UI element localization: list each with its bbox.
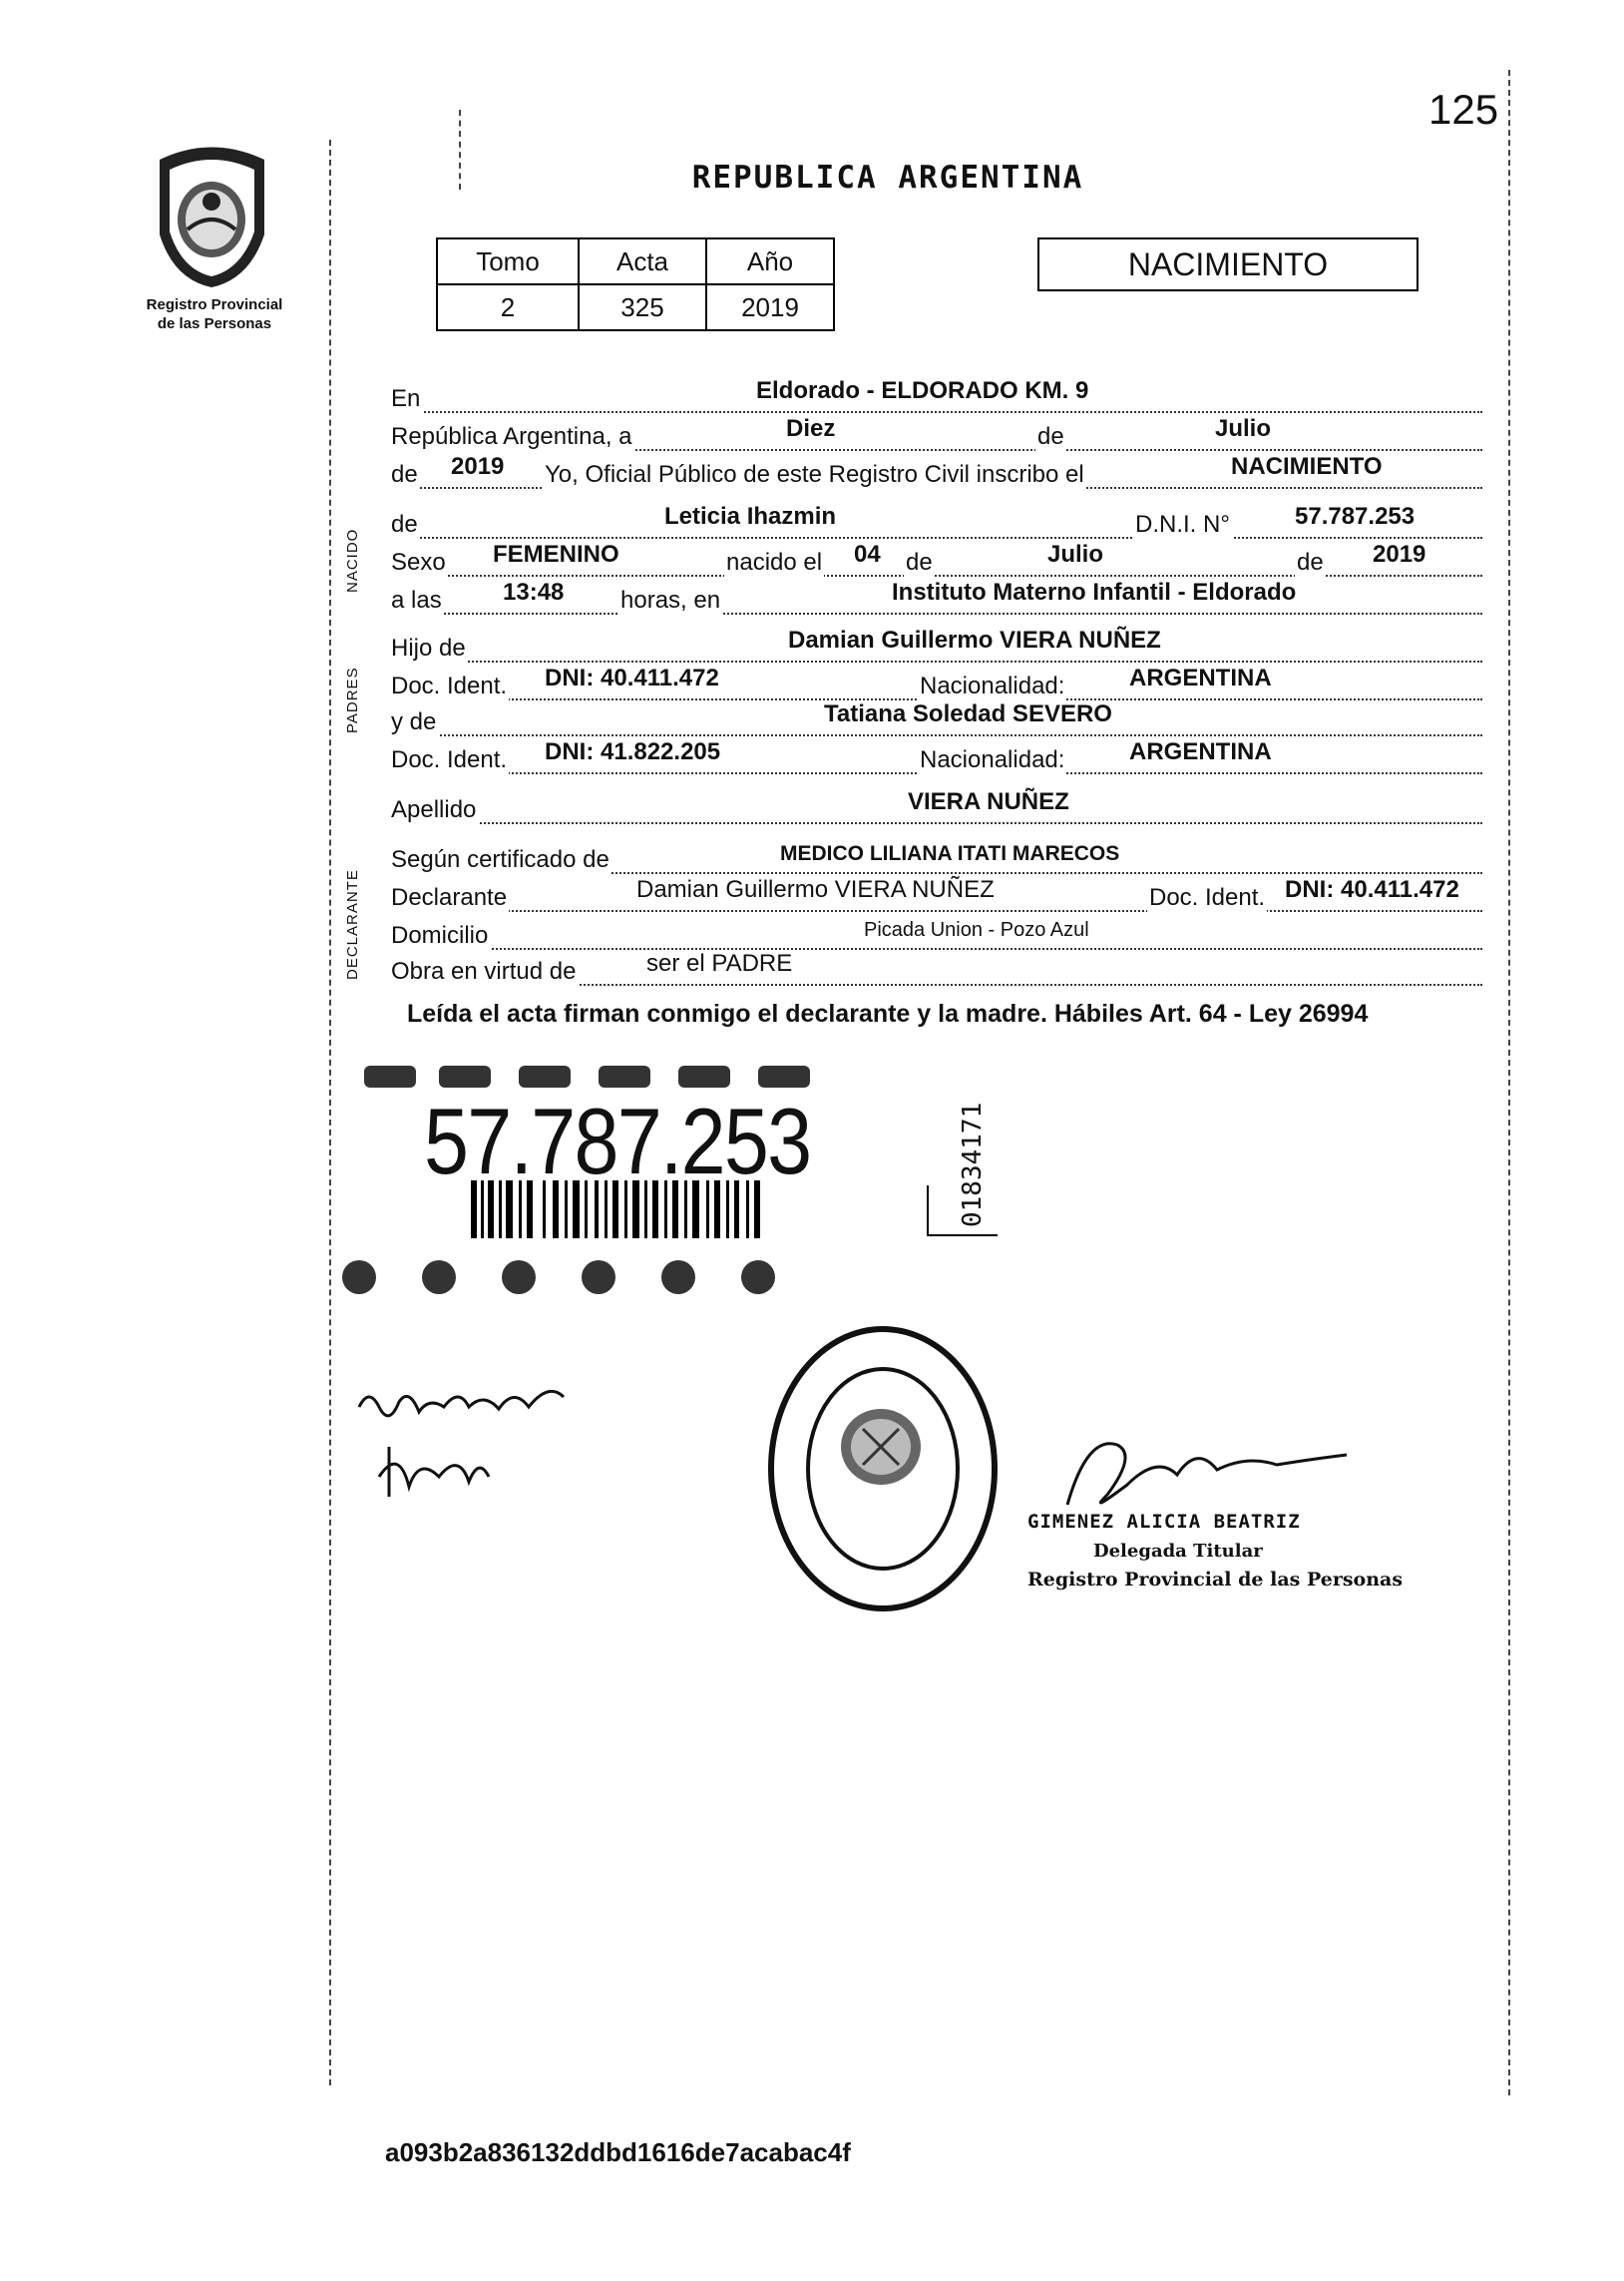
register-header-acta: Acta: [579, 238, 706, 284]
sticker-bottom-pattern: [342, 1260, 775, 1294]
register-value-anio: 2019: [706, 284, 834, 330]
row-declarante: [389, 870, 1482, 912]
row-padre: [389, 621, 1482, 663]
value-certificado: MEDICO LILIANA ITATI MARECOS: [780, 842, 1120, 865]
row-obra: [389, 944, 1482, 986]
value-inscripcion: NACIMIENTO: [1231, 453, 1383, 480]
label-en: En: [391, 385, 421, 412]
register-header-tomo: Tomo: [437, 238, 579, 284]
label-de-anio-nac: de: [1297, 549, 1324, 576]
official-signature: [1047, 1415, 1357, 1525]
label-domicilio: Domicilio: [391, 922, 489, 949]
value-dni: 57.787.253: [1295, 503, 1416, 530]
register-value-tomo: 2: [437, 284, 579, 330]
label-de-mes: de: [1037, 423, 1064, 450]
value-apellido: VIERA NUÑEZ: [908, 788, 1069, 815]
record-type-box: NACIMIENTO: [1037, 237, 1419, 291]
label-de-nombre: de: [391, 511, 418, 538]
value-anio-nac: 2019: [1373, 541, 1426, 568]
label-horas-en: horas, en: [620, 587, 721, 614]
value-domicilio: Picada Union - Pozo Azul: [864, 919, 1089, 941]
row-hora: [389, 573, 1482, 615]
margin-line-right: [1508, 70, 1510, 2095]
document-title: REPUBLICA ARGENTINA: [691, 160, 1084, 196]
value-mes: Julio: [1215, 415, 1272, 442]
row-inscripcion: [389, 447, 1482, 489]
row-madre: [389, 694, 1482, 736]
row-lugar: [389, 371, 1482, 413]
row-nombre: [389, 497, 1482, 539]
label-dni: D.N.I. N°: [1135, 511, 1230, 538]
value-declarante-doc: DNI: 40.411.472: [1285, 876, 1459, 903]
document-hash: a093b2a836132ddbd1616de7acabac4f: [385, 2137, 851, 2167]
value-nombre: Leticia Ihazmin: [664, 503, 837, 530]
logo-caption-line2: de las Personas: [157, 315, 272, 332]
row-fecha: [389, 409, 1482, 451]
label-nacionalidad-padre: Nacionalidad:: [920, 673, 1065, 699]
value-lugar-nac: Instituto Materno Infantil - Eldorado: [892, 579, 1297, 606]
label-y-de: y de: [391, 708, 437, 735]
label-a-las: a las: [391, 587, 442, 614]
register-table: [436, 237, 835, 331]
label-apellido: Apellido: [391, 796, 477, 823]
label-segun: Según certificado de: [391, 846, 609, 873]
official-registry: Registro Provincial de las Personas: [1027, 1569, 1404, 1591]
value-mes-nac: Julio: [1047, 541, 1104, 568]
value-madre: Tatiana Soledad SEVERO: [824, 700, 1112, 727]
row-madre-doc: [389, 732, 1482, 774]
value-madre-doc: DNI: 41.822.205: [545, 738, 721, 765]
province-coat-of-arms-logo: [140, 140, 284, 289]
value-hora: 13:48: [503, 579, 565, 606]
official-name: GIMENEZ ALICIA BEATRIZ: [1027, 1511, 1301, 1533]
value-padre: Damian Guillermo VIERA NUÑEZ: [788, 627, 1161, 654]
label-doc-ident-declarante: Doc. Ident.: [1149, 884, 1266, 911]
sticker-top-pattern: [364, 1066, 810, 1088]
register-value-acta: 325: [579, 284, 706, 330]
value-dia-nac: 04: [854, 541, 881, 568]
sticker-dni-number: 57.787.253: [424, 1089, 811, 1193]
reading-statement: Leída el acta firman conmigo el declarante y la madre. Hábiles Art. 64 - Ley 26994: [407, 1000, 1369, 1028]
label-doc-ident-padre: Doc. Ident.: [391, 673, 508, 699]
section-label-declarante: DECLARANTE: [344, 869, 361, 980]
margin-line-inner: [459, 110, 461, 190]
sticker-serial-number: 01834171: [958, 1102, 988, 1227]
label-obra: Obra en virtud de: [391, 958, 577, 985]
label-doc-ident-madre: Doc. Ident.: [391, 746, 508, 773]
value-lugar: Eldorado - ELDORADO KM. 9: [756, 377, 1089, 404]
label-nacionalidad-madre: Nacionalidad:: [920, 746, 1065, 773]
label-hijo-de: Hijo de: [391, 635, 466, 662]
row-sexo: [389, 535, 1482, 577]
label-de-mes-nac: de: [906, 549, 933, 576]
label-declarante: Declarante: [391, 884, 508, 911]
row-apellido: [389, 782, 1482, 824]
page-number: 125: [1428, 86, 1499, 133]
declarant-signature: [349, 1367, 589, 1527]
register-header-anio: Año: [706, 238, 834, 284]
official-role: Delegada Titular: [1093, 1541, 1263, 1562]
value-anio: 2019: [451, 453, 505, 480]
section-label-padres: PADRES: [344, 667, 361, 733]
label-yo: Yo, Oficial Público de este Registro Civil inscribo el: [545, 461, 1084, 488]
section-label-nacido: NACIDO: [344, 528, 361, 593]
value-declarante: Damian Guillermo VIERA NUÑEZ: [636, 876, 995, 903]
value-dia: Diez: [786, 415, 836, 442]
value-sexo: FEMENINO: [493, 541, 619, 568]
logo-caption-line1: Registro Provincial: [146, 296, 283, 313]
value-madre-nac: ARGENTINA: [1129, 738, 1272, 765]
label-de-anio: de: [391, 461, 418, 488]
value-padre-doc: DNI: 40.411.472: [545, 665, 719, 691]
logo-caption: [120, 295, 309, 333]
label-sexo: Sexo: [391, 549, 446, 576]
label-republica: República Argentina, a: [391, 423, 632, 450]
value-padre-nac: ARGENTINA: [1129, 665, 1272, 691]
label-nacido-el: nacido el: [726, 549, 823, 576]
row-certificado: [389, 832, 1482, 874]
value-obra: ser el PADRE: [646, 950, 793, 977]
official-seal-stamp: [763, 1319, 1003, 1618]
